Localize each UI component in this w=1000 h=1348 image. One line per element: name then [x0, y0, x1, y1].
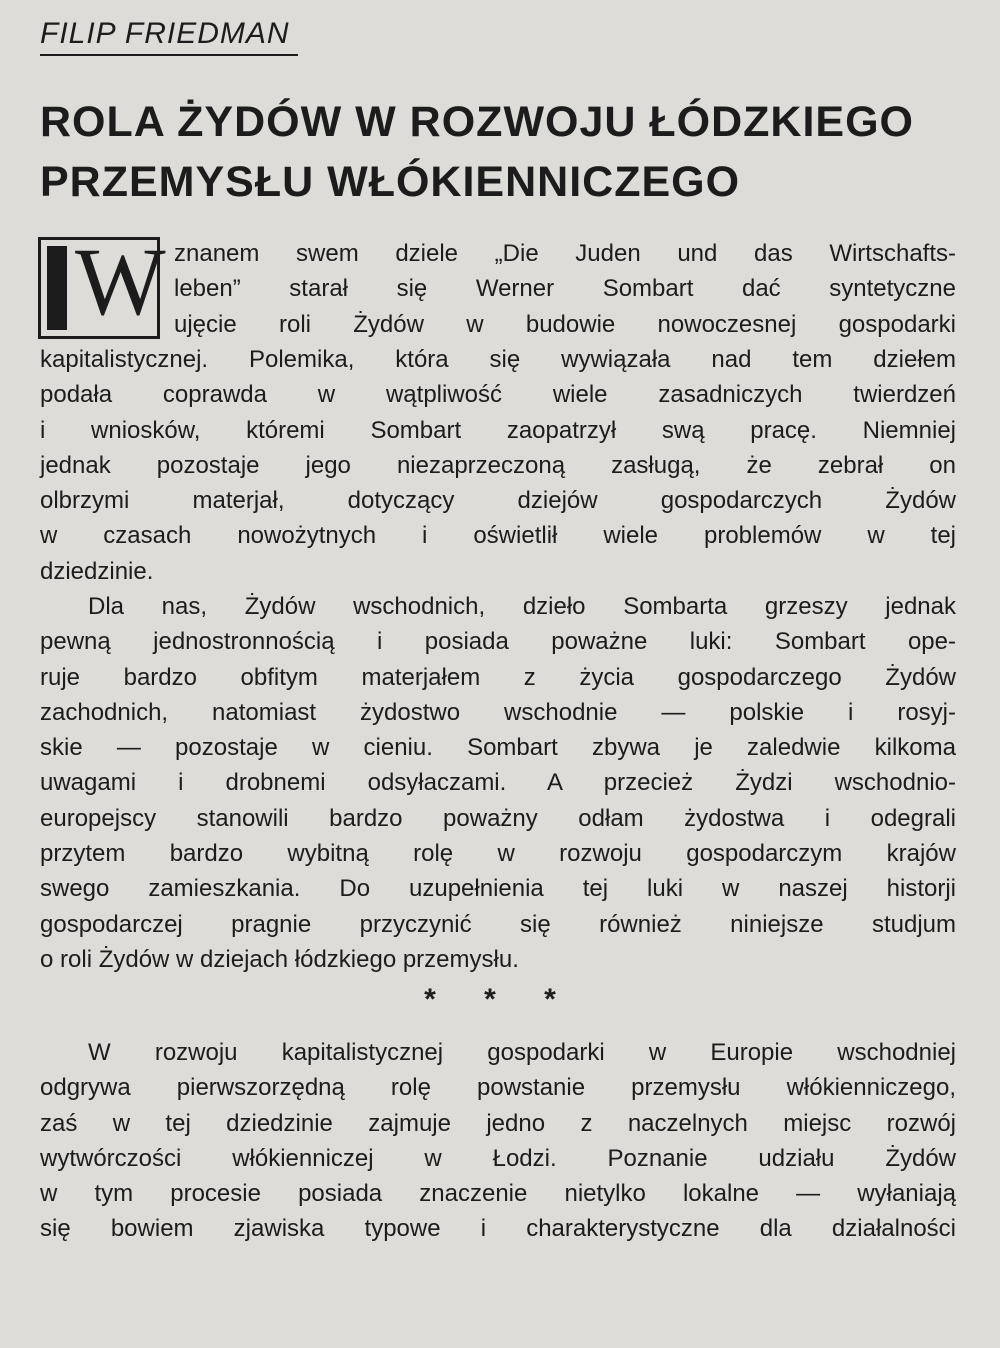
opening-lines	[174, 236, 956, 342]
text-line: dziedzinie.	[40, 557, 154, 585]
text-line: podała coprawda w wątpliwość wiele zasadniczych twierdzeń	[40, 381, 956, 409]
text-line: zaś w tej dziedzinie zajmuje jedno z naczelnych miejsc rozwój	[40, 1109, 956, 1137]
text-line: o roli Żydów w dziejach łódzkiego przemysłu.	[40, 945, 519, 973]
text-line: i wniosków, któremi Sombart zaopatrzył swą pracę. Niemniej	[40, 416, 956, 444]
text-line: w tym procesie posiada znaczenie nietylko lokalne — wyłaniają	[40, 1180, 956, 1208]
paragraph-1	[40, 342, 956, 589]
text-line: w czasach nowożytnych i oświetlił wiele problemów w tej	[40, 522, 956, 550]
text-line: Dla nas, Żydów wschodnich, dzieło Sombarta grzeszy jednak	[88, 593, 956, 620]
text-line: W rozwoju kapitalistycznej gospodarki w Europie wschodniej	[88, 1039, 956, 1066]
text-line: się bowiem zjawiska typowe i charakterystyczne dla działalności	[40, 1215, 956, 1243]
text-line: znanem swem dziele „Die Juden und das Wirtschafts-	[174, 240, 956, 267]
text-line: zachodnich, natomiast żydostwo wschodnie — polskie i rosyj-	[40, 698, 956, 726]
text-line: gospodarczej pragnie przyczynić się również niniejsze studjum	[40, 910, 956, 938]
text-line: skie — pozostaje w cieniu. Sombart zbywa je zaledwie kilkoma	[40, 734, 956, 762]
text-line: olbrzymi materjał, dotyczący dziejów gospodarczych Żydów	[40, 487, 956, 515]
text-line: odgrywa pierwszorzędną rolę powstanie przemysłu włókienniczego,	[40, 1074, 956, 1102]
text-line: europejscy stanowili bardzo poważny odłam żydostwa i odegrali	[40, 804, 956, 832]
text-line: leben” starał się Werner Sombart dać syntetyczne	[174, 275, 956, 303]
title-line: ROLA ŻYDÓW W ROZWOJU ŁÓDZKIEGO	[40, 98, 915, 146]
text-line: kapitalistycznej. Polemika, która się wywiązała nad tem dziełem	[40, 346, 956, 373]
article-title	[40, 92, 970, 212]
drop-cap-letter: W	[75, 228, 166, 335]
text-line: pewną jednostronnością i posiada poważne luki: Sombart ope-	[40, 628, 956, 656]
text-line: uwagami i drobnemi odsyłaczami. A przecież Żydzi wschodnio-	[40, 769, 956, 797]
text-line: przytem bardzo wybitną rolę w rozwoju gospodarczym krajów	[40, 840, 956, 868]
title-line: PRZEMYSŁU WŁÓKIENNICZEGO	[40, 158, 741, 206]
paragraph-2	[40, 589, 956, 977]
text-line: ruje bardzo obfitym materjałem z życia gospodarczego Żydów	[40, 663, 956, 691]
author-name: FILIP FRIEDMAN	[40, 14, 298, 56]
section-separator: * * *	[424, 983, 576, 1016]
text-line: wytwórczości włókienniczej w Łodzi. Poznanie udziału Żydów	[40, 1144, 956, 1172]
text-line: swego zamieszkania. Do uzupełnienia tej luki w naszej historji	[40, 875, 956, 903]
text-line: jednak pozostaje jego niezaprzeczoną zasługą, że zebrał on	[40, 451, 956, 479]
drop-cap	[38, 228, 166, 339]
paragraph-3	[40, 1035, 956, 1247]
text-line: ujęcie roli Żydów w budowie nowoczesnej gospodarki	[174, 310, 956, 338]
drop-cap-ornament	[47, 246, 67, 330]
